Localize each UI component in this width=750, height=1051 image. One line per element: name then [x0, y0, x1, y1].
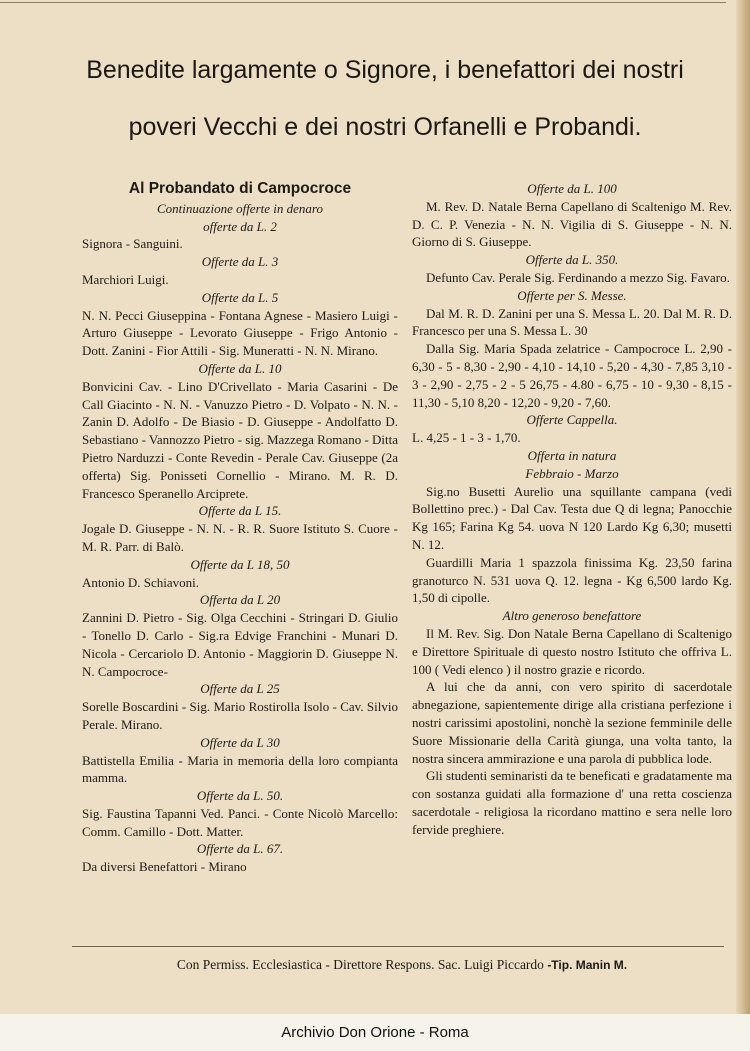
left-column: [82, 180, 398, 876]
left-column-paragraph: Zannini D. Pietro - Sig. Olga Cecchini - Stringari D. Giulio - Tonello D. Carlo - Sig.ra Edvige Franchini - Munari D. Nicola - Cercariolo D. Antonio - Maggiorin D. Giuseppe N. N. Campocroce-: [82, 610, 398, 679]
right-column-paragraph: A lui che da anni, con vero spirito di sacerdotale abnegazione, sapientemente dirige alla cristiana perfezione i nostri carissimi apostolini, nonchè la sezione femminile delle Suore Missionarie della Carità giunga, una volta tanto, la nostra sincera ammirazione e una parola di pubblica lode.: [412, 679, 732, 766]
left-column-paragraph: Antonio D. Schiavoni.: [82, 574, 199, 590]
right-column-heading: Offerte per S. Messe.: [517, 287, 627, 303]
right-column-paragraph: M. Rev. D. Natale Berna Capellano di Scaltenigo M. Rev. D. C. P. Venezia - N. N. Vigilia di S. Giuseppe - N. N. Giorno di S. Giuseppe.: [412, 198, 732, 250]
left-column-heading: Offerte da L. 5: [201, 289, 279, 305]
left-column-heading: Continuazione offerte in denaro: [157, 200, 323, 216]
right-column-heading: Febbraio - Marzo: [525, 465, 619, 481]
left-column-paragraph: Marchiori Luigi.: [82, 271, 169, 287]
left-column-heading: Offerta da L 20: [199, 592, 281, 608]
right-column-heading: Altro generoso benefattore: [502, 608, 642, 624]
right-column-paragraph: Sig.no Busetti Aurelio una squillante campana (vedi Bollettino prec.) - Dal Cav. Testa due Q di legna; Panocchie Kg 165; Farina Kg 54. uova N 120 Lardo Kg 6,30; musetti N. 12.: [412, 483, 732, 552]
right-column-paragraph: L. 4,25 - 1 - 3 - 1,70.: [412, 430, 521, 446]
right-column-heading: Offerte da L. 350.: [525, 252, 619, 268]
left-column-heading: Offerte da L 30: [200, 734, 280, 750]
left-column-heading: Offerte da L. 50.: [196, 788, 284, 804]
left-column-paragraph: Jogale D. Giuseppe - N. N. - R. R. Suore Istituto S. Cuore - M. R. Parr. di Balò.: [82, 521, 398, 554]
right-column-paragraph: Defunto Cav. Perale Sig. Ferdinando a mezzo Sig. Favaro.: [426, 269, 730, 285]
right-column-heading: Offerta in natura: [527, 447, 617, 463]
page-title-line-2: poveri Vecchi e dei nostri Orfanelli e Probandi.: [128, 113, 642, 141]
page-edge: [736, 0, 750, 1051]
archive-credit: Archivio Don Orione - Roma: [281, 1024, 469, 1041]
page-title-line-1: Benedite largamente o Signore, i benefattori dei nostri: [86, 56, 684, 84]
left-column-heading: Al Probandato di Campocroce: [128, 180, 352, 197]
right-column: [412, 180, 732, 838]
imprint-text: Con Permiss. Ecclesiastica - Direttore Respons. Sac. Luigi Piccardo: [176, 957, 544, 972]
right-column-heading: Offerte Cappella.: [526, 412, 618, 428]
left-column-heading: Offerte da L. 67.: [196, 841, 284, 857]
left-column-paragraph: Sig. Faustina Tapanni Ved. Panci. - Conte Nicolò Marcello: Comm. Camillo - Dott. Matter.: [82, 805, 398, 839]
left-column-heading: offerte da L. 2: [203, 218, 277, 234]
left-column-heading: Offerte da L 25: [200, 681, 280, 697]
right-column-paragraph: Dal M. R. D. Zanini per una S. Messa L. 20. Dal M. R. D. Francesco per una S. Messa L. 30: [412, 305, 732, 339]
left-column-heading: Offerte da L. 10: [198, 360, 282, 376]
left-column-paragraph: Sorelle Boscardini - Sig. Mario Rostirolla Isolo - Cav. Silvio Perale. Mirano.: [82, 699, 398, 732]
right-column-paragraph: Dalla Sig. Maria Spada zelatrice - Campocroce L. 2,90 - 6,30 - 5 - 8,30 - 2,90 - 4,10 - 14,10 - 5,20 - 4,30 - 7,85 3,10 - 3 - 2,90 - 2,75 - 2 - 5 26,75 - 4.80 - 6,75 - 10 - 9,30 - 8,15 - 11,30 - 5,10 8,20 - 12,20 - 9,20 - 7,60.: [412, 341, 732, 410]
left-column-paragraph: Battistella Emilia - Maria in memoria della loro compianta mamma.: [82, 752, 398, 786]
left-column-paragraph: N. N. Pecci Giuseppina - Fontana Agnese - Masiero Luigi - Arturo Giuseppe - Levorato Giuseppe - Frigo Antonio - Dott. Zanini - Fior Attili - Sig. Muneratti - N. N. Mirano.: [82, 307, 398, 359]
left-column-heading: Offerte da L 18, 50: [190, 556, 290, 572]
left-column-paragraph: Da diversi Benefattori - Mirano: [82, 859, 247, 875]
top-rule: [0, 2, 726, 3]
right-column-heading: Offerte da L. 100: [527, 181, 617, 196]
footer-rule: [72, 946, 724, 947]
right-column-paragraph: Guardilli Maria 1 spazzola finissima Kg. 23,50 farina granoturco N. 531 uova Q. 12. legna - Kg 6,500 lardo Kg. 1,50 di cipolle.: [412, 554, 732, 606]
left-column-heading: Offerte da L. 3: [201, 254, 279, 270]
imprint-footer: [82, 957, 722, 973]
left-column-paragraph: Signora - Sanguini.: [82, 236, 183, 252]
left-column-heading: Offerte da L 15.: [198, 503, 282, 519]
right-column-paragraph: Gli studenti seminaristi da te beneficati e gradatamente ma con sostanza guidati alla formazione d' una retta coscienza sacerdotale - religiosa la ricordano mattino e sera nelle loro fervide preghiere.: [412, 768, 732, 837]
left-column-paragraph: Bonvicini Cav. - Lino D'Crivellato - Maria Casarini - De Call Giacinto - N. N. - Vanuzzo Pietro - D. Volpato - N. N. - Zanin D. Adolfo - De Biasio - D. Giuseppe - Andolfatto D. Sebastiano - Vannozzo Pietro - sig. Mazzega Romano - Ditta Pietro Narduzzi - Conte Revedin - Perale Cav. Giuseppe (2a offerta) Sig. Ponisseti Cornellio - Mirano. M. R. D. Francesco Speranello Arciprete.: [82, 378, 399, 501]
printer-mark: -Tip. Manin M.: [547, 958, 628, 972]
right-column-paragraph: Il M. Rev. Sig. Don Natale Berna Capellano di Scaltenigo e Direttore Spirituale di questo nostro Istituto che offriva L. 100 ( Vedi elenco ) il nostro grazie e ricordo.: [412, 625, 732, 677]
